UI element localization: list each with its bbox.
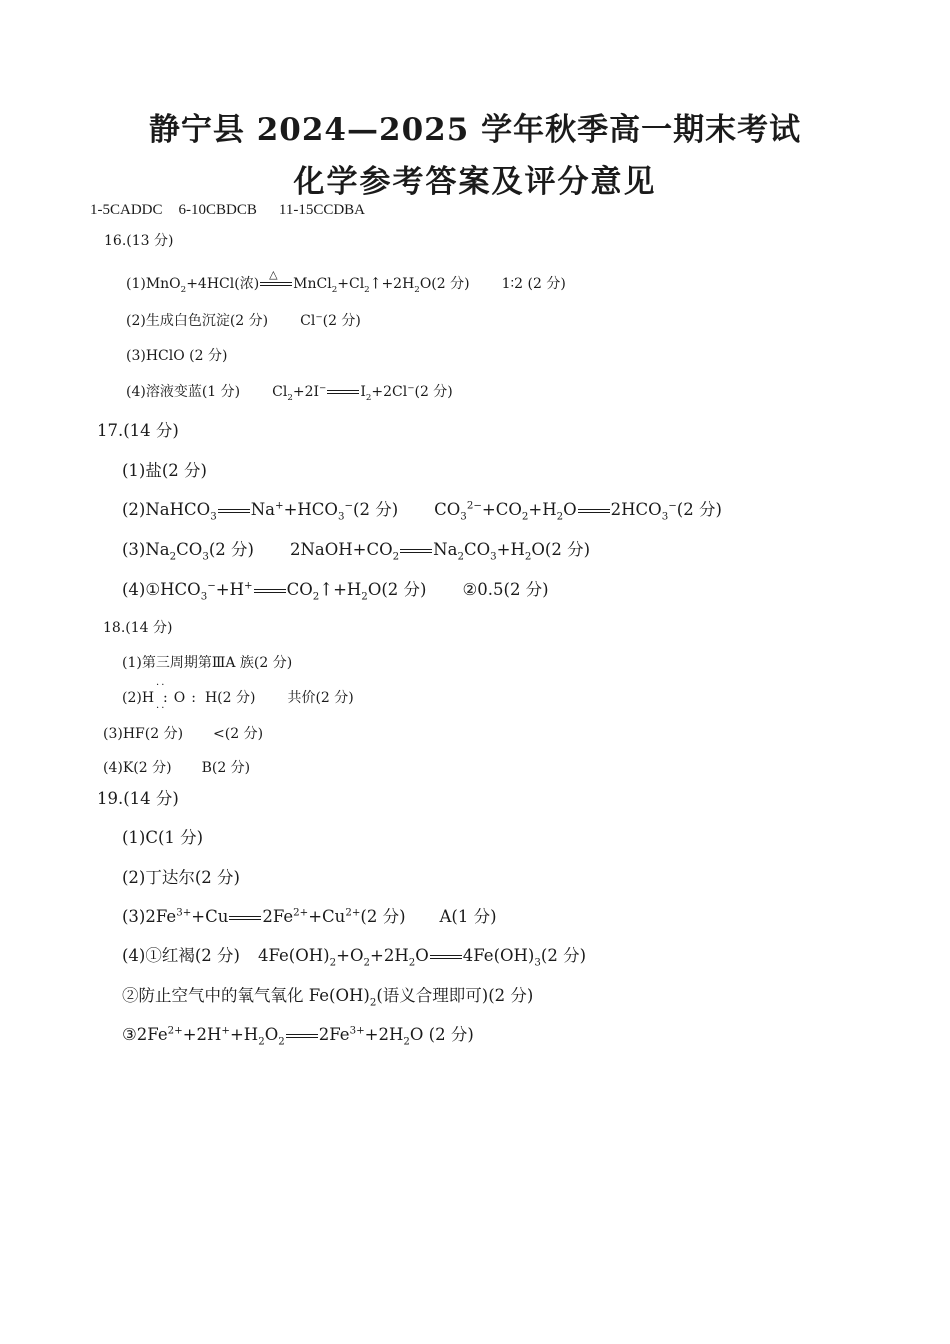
choice-group-3: 11-15CCDBA [278,202,365,218]
q19-p6-text-b: +2H [182,1025,222,1044]
q18-p2-text-b: H(2 分) [204,690,256,706]
q18-part4 [103,757,250,777]
gas-up-arrow: ↑ [369,275,382,293]
q16-header: 16.(13 分) [104,233,174,249]
choice-answers [90,202,365,219]
q19-p5-text-a: ②防止空气中的氧气氧化 Fe(OH) [122,986,370,1005]
equal-sign [400,549,432,553]
document-subtitle: 化学参考答案及评分意见 [293,164,657,200]
lone-pair-bottom: ·· [156,703,167,714]
q19-p4-text-f: 4Fe(OH) [462,946,535,965]
q17-p3-text-c: (2 分) [208,540,254,559]
q19-part1: (1)C(1 分) [122,828,204,847]
q19-p3-text-f: A(1 分) [439,907,497,926]
q19-p3-text-e: (2 分) [360,907,406,926]
q18-part3 [103,723,263,743]
q17-p4-text-e: O(2 分) [367,580,427,599]
q19-p6-text-c: +H [229,1025,259,1044]
q17-p2-text-c: +HCO [283,500,338,519]
q16-p1-text-c: MnCl [293,276,332,292]
q19-p4-text-d: +2H [370,946,409,965]
q16-p4-text-e: +2Cl [371,384,408,400]
q16-part2: (2)生成白色沉淀(2 分) Cl−(2 分) [126,312,361,329]
equal-sign [218,509,250,513]
equal-sign [327,390,359,394]
q18-p2-text-a: (2)H [122,690,155,706]
q19-p3-text-a: (3)2Fe [122,907,177,926]
q19-part5: ②防止空气中的氧气氧化 $Fe(OH)_2$(语义合理即可)(2 分) [122,986,534,1009]
q16-p1-text-a: (1)MnO [126,276,181,292]
q16-p4-text-d: I [360,384,366,400]
q16-part3: (3)HClO (2 分) [126,348,228,364]
equal-sign [578,509,610,513]
q19-p4-text-e: O [415,946,429,965]
q19-p4-text-g: (2 分) [540,946,587,965]
q18-part1: (1)第三周期第ⅢA 族(2 分) [122,655,293,671]
equal-sign [229,916,261,920]
q19-header: 19.(14 分) [97,789,179,808]
q17-p2-text-g: +H [528,500,557,519]
q16-part4: (4)溶液变蓝(1 分) $Cl_2+2I^-$ $I_2+2Cl^-(2$ 分) [126,383,453,403]
q17-part1: (1)盐(2 分) [122,461,207,480]
q16-p1-text-f: O(2 分) [419,276,470,292]
q19-p3-text-b: +Cu [191,907,229,926]
q17-part3: $(3)Na_2CO_3(2$ 分) $2NaOH+CO_2$ $Na_2CO_3+H_2O(2$ 分) [122,540,591,563]
q19-p4-text-a: (4)①红褐(2 分) [122,946,240,965]
equal-sign [286,1034,318,1038]
q17-p4-text-c: CO [286,580,313,599]
q16-p4-text-f: (2 分) [414,384,453,400]
equal-sign [254,589,286,593]
q19-p3-text-c: 2Fe [262,907,294,926]
q17-header: 17.(14 分) [97,421,179,440]
q16-p4-text-a: (4)溶液变蓝(1 分) [126,384,241,400]
q17-p2-text-i: 2HCO [610,500,662,519]
q16-p2-score: (2 分) [322,313,361,329]
q18-p3-text-a: (3)HF(2 分) [103,726,184,742]
q17-p2-text-d: (2 分) [353,500,399,519]
q19-p6-text-g: O (2 分) [409,1025,474,1044]
q18-p2-text-c: 共价(2 分) [287,690,354,706]
q18-p4-text-a: (4)K(2 分) [103,760,172,776]
document-title: 静宁县 2024—2025 学年秋季高一期末考试 [148,112,802,148]
q17-p3-text-b: CO [176,540,203,559]
q18-part2 [122,680,354,714]
q17-p2-text-b: Na [250,500,275,519]
q19-part4: (4)①红褐(2 分) $4Fe(OH)_2+O_2+2H_2O$ $4Fe(OH)_3(2$ 分) [122,946,587,969]
equal-sign [430,955,462,959]
q17-part2: (2)NaHCO$_3$ $Na^++HCO_3^-(2$ 分) $CO_3^{2-}+CO_2+H_2O$ $2HCO_3^-(2$ 分) [122,500,722,523]
q16-p1-text-d: +Cl [337,276,365,292]
q17-part4: $(4)①HCO_3^-+H^+$ $CO_2↑+H_2O(2$ 分) ②0.5(2 分) [122,579,549,603]
q17-p2-text-a: (2)NaHCO [122,500,211,519]
q17-p3-text-h: O(2 分) [531,540,591,559]
q19-part6: $③2Fe^{2+}+2H^++H_2O_2$ $2Fe^{3+}+2H_2O$ (2 分) [122,1025,474,1048]
q16-p4-text-b: Cl [272,384,288,400]
q17-p4-text-a: (4)①HCO [122,580,201,599]
q17-p3-text-e: Na [433,540,458,559]
gas-up-arrow: ↑ [319,579,334,600]
heated-equal-sign [260,268,292,286]
q18-p3-text-b: <(2 分) [213,726,264,742]
q17-p3-text-g: +H [496,540,525,559]
lewis-oxygen: ·· : O : ·· [156,680,196,714]
q19-p5-text-b: (语义合理即可)(2 分) [376,986,534,1005]
q17-p3-text-a: (3)Na [122,540,170,559]
q17-p4-text-f: ②0.5(2 分) [462,580,549,599]
q16-p1-text-e: +2H [381,276,415,292]
q17-p4-text-d: +H [333,580,362,599]
q19-p4-text-b: 4Fe(OH) [258,946,330,965]
q16-p2-text-a: (2)生成白色沉淀(2 分) [126,313,269,329]
lone-pair-top: ·· [156,680,167,691]
q16-p4-text-c: +2I [292,384,320,400]
heat-symbol: △ [269,268,278,281]
q16-p2-ion: Cl [300,313,316,329]
q19-part2: (2)丁达尔(2 分) [122,868,240,887]
q17-p3-text-f: CO [463,540,491,559]
q19-p6-text-a: ③2Fe [122,1025,168,1044]
q18-header: 18.(14 分) [103,620,173,636]
q16-p1-text-b: +4HCl(浓) [186,276,260,292]
q19-p6-text-f: +2H [364,1025,404,1044]
q19-p6-text-d: O [264,1025,279,1044]
q17-p2-text-j: (2 分) [676,500,722,519]
q16-p1-ratio: 1∶2 (2 分) [501,276,566,292]
q19-p6-text-e: 2Fe [318,1025,350,1044]
q19-part3: $(3)2Fe^{3+}+Cu$ $2Fe^{2+}+Cu^{2+}(2$ 分) A(1 分) [122,907,497,926]
q18-p4-text-b: B(2 分) [201,760,251,776]
choice-group-1: 1-5CADDC [90,202,163,218]
q17-p2-text-f: +CO [481,500,522,519]
q17-p4-text-b: +H [215,580,245,599]
lewis-oxygen-symbol: O [173,690,186,706]
q19-p3-text-d: +Cu [308,907,346,926]
q19-p4-text-c: +O [336,946,364,965]
q17-p3-text-d: 2NaOH+CO [289,540,393,559]
choice-group-2: 6-10CBDCB [178,202,257,218]
q17-p2-text-e: CO [434,500,461,519]
q17-p2-text-h: O [563,500,577,519]
q16-part1: (1)MnO$_2$+4HCl(浓) △ $MnCl_2+Cl_2↑+2H_2O(2$ 分) 1∶2 (2 分) [126,268,566,295]
